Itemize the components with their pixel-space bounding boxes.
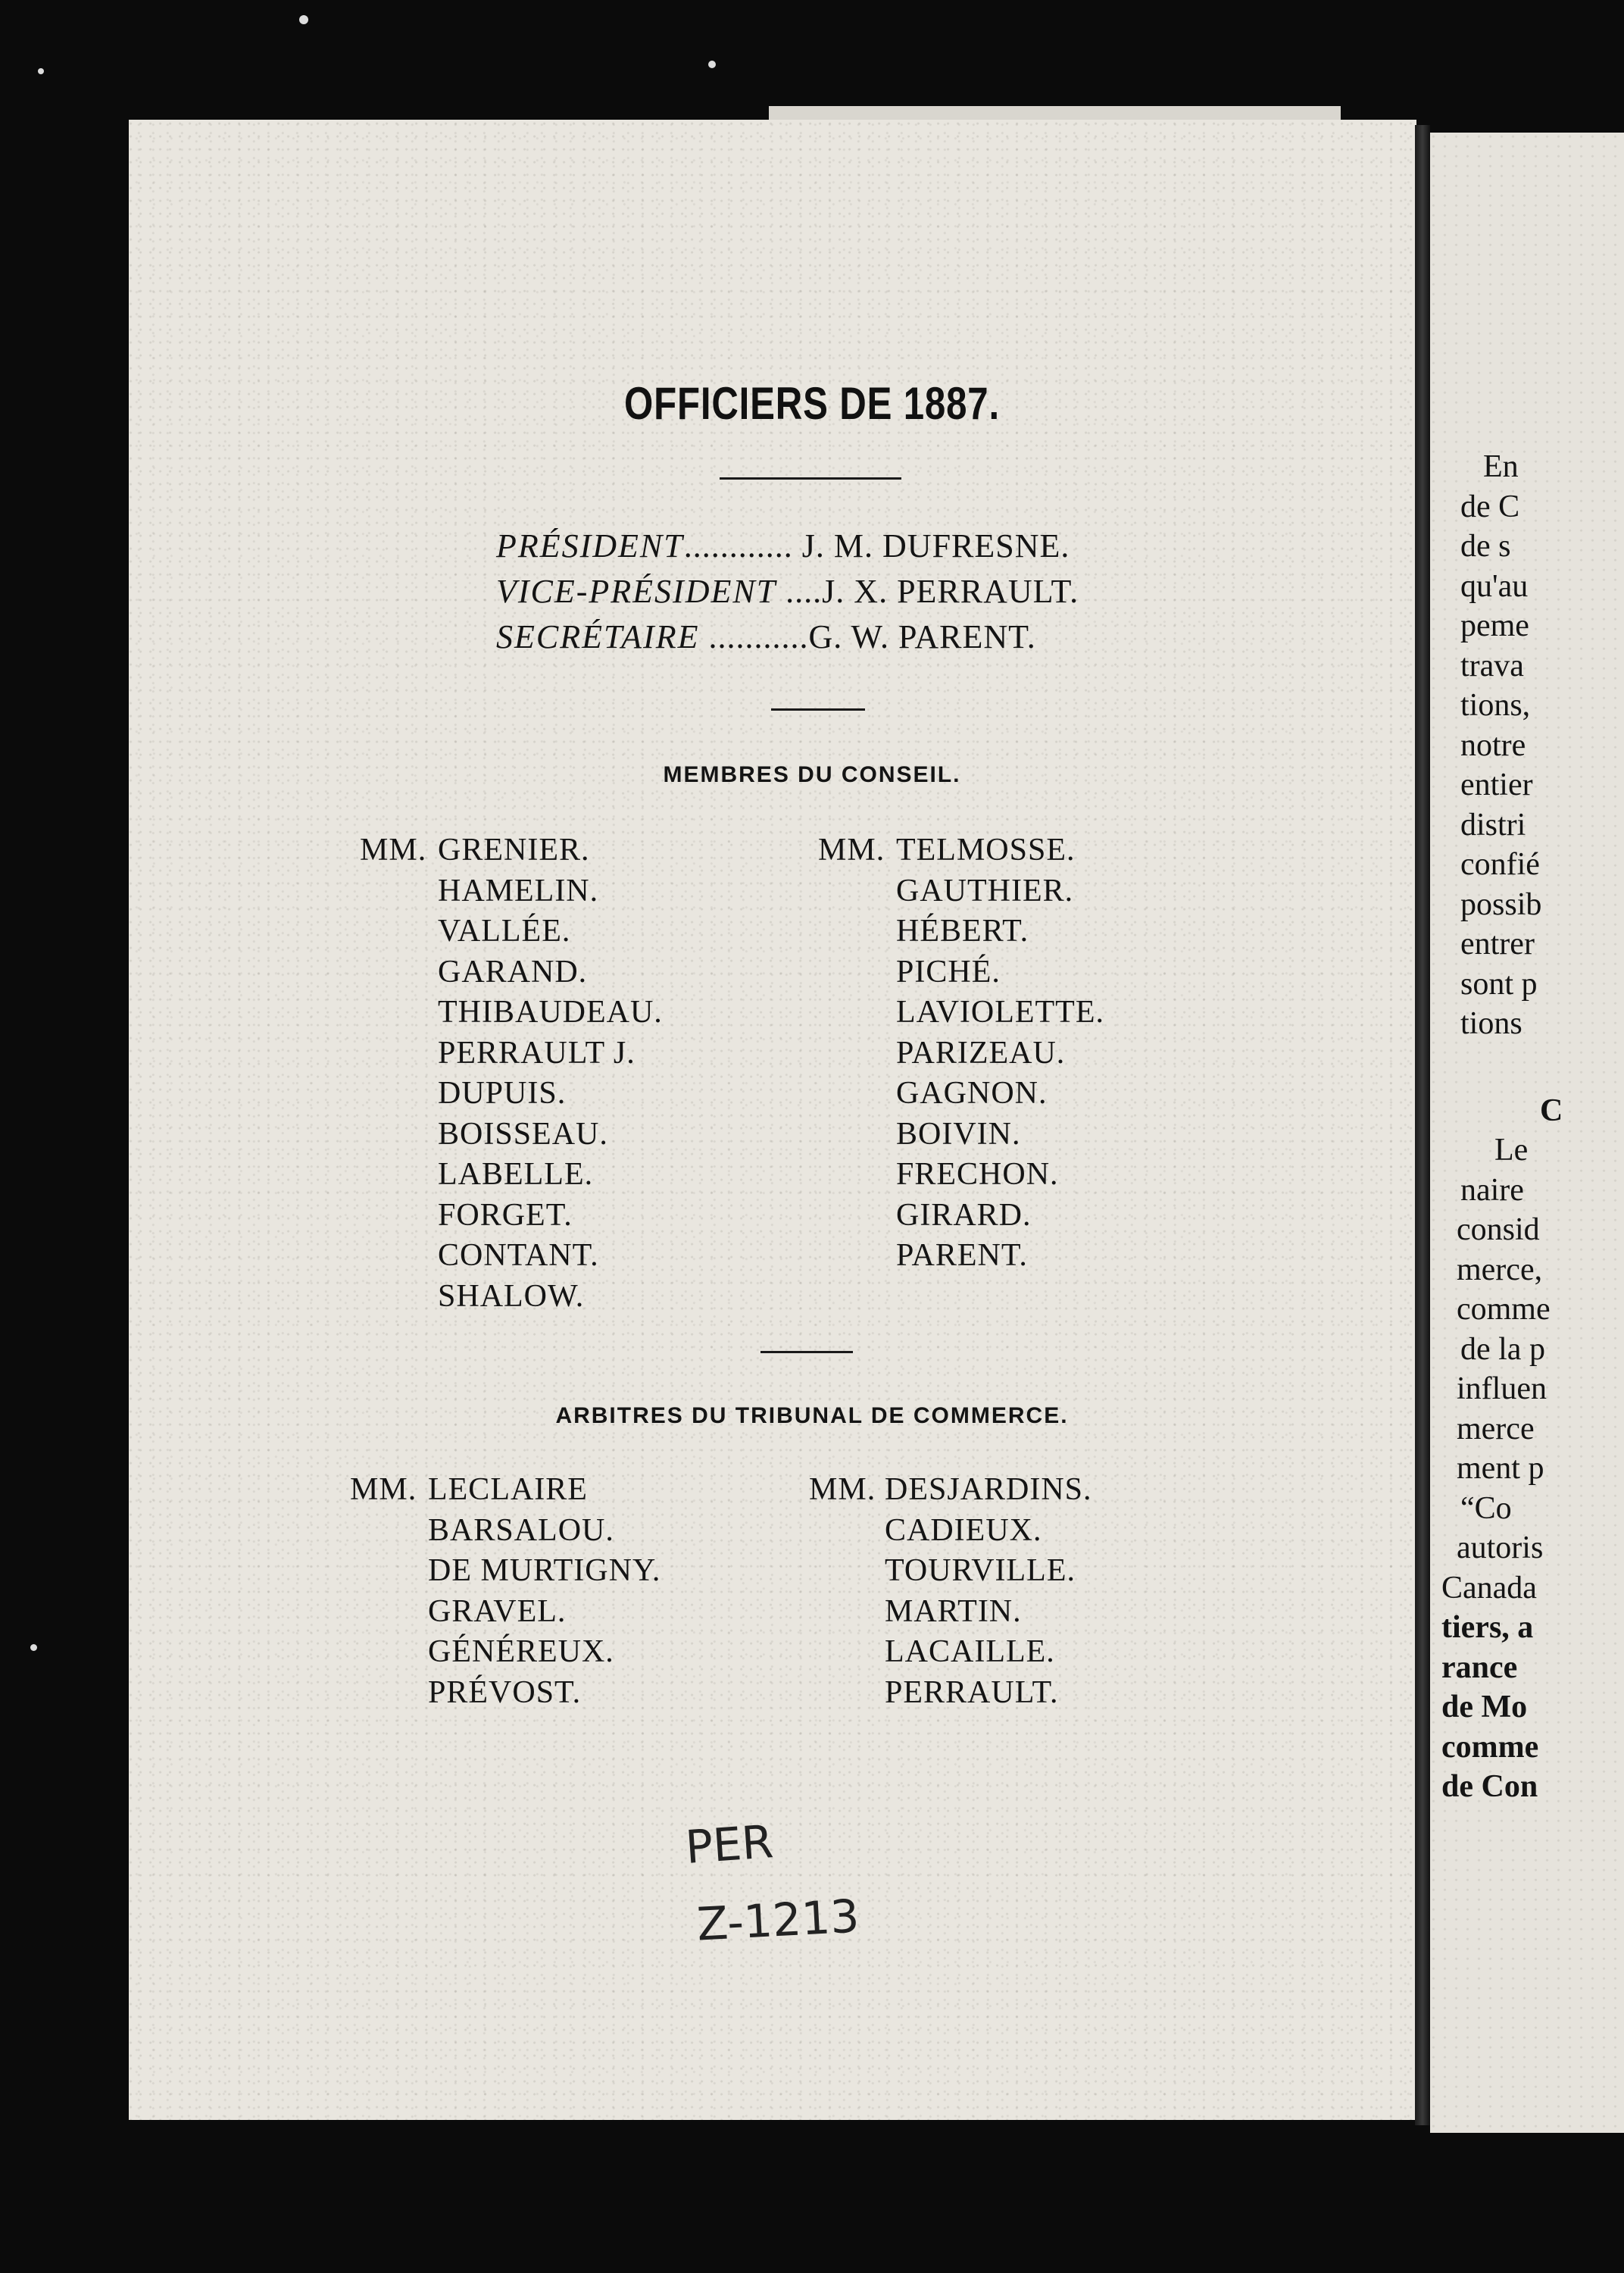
right-page-text-fragment: influen: [1457, 1371, 1547, 1406]
member-name: PARENT.: [896, 1238, 1028, 1273]
right-page-text-fragment: “Co: [1460, 1491, 1512, 1526]
member-name: CONTANT.: [438, 1238, 599, 1273]
member-name: DESJARDINS.: [885, 1472, 1092, 1507]
member-name: THIBAUDEAU.: [438, 995, 663, 1030]
member-name: BARSALOU.: [428, 1512, 614, 1548]
member-name: LECLAIRE: [428, 1472, 588, 1507]
member-name: GRENIER.: [438, 833, 590, 868]
officer-role: SECRÉTAIRE: [496, 618, 700, 655]
right-page-text-fragment: possib: [1460, 887, 1542, 922]
member-name: LABELLE.: [438, 1157, 594, 1192]
right-page-text-fragment: tiers, a: [1441, 1610, 1534, 1645]
right-page-text-fragment: de la p: [1460, 1332, 1545, 1367]
film-speck: [30, 1644, 37, 1651]
member-name: PICHÉ.: [896, 954, 1001, 990]
member-name: TOURVILLE.: [885, 1553, 1076, 1588]
right-page-text-fragment: Le: [1494, 1133, 1529, 1168]
officer-president: [496, 527, 1070, 565]
member-name: SHALOW.: [438, 1278, 585, 1314]
member-name: PERRAULT J.: [438, 1035, 636, 1071]
member-name: BOISSEAU.: [438, 1116, 608, 1152]
member-name: GRAVEL.: [428, 1593, 567, 1629]
officer-role: PRÉSIDENT: [496, 527, 684, 564]
member-name: HÉBERT.: [896, 914, 1029, 949]
mm-prefix: MM.: [360, 833, 427, 868]
member-name: DUPUIS.: [438, 1076, 567, 1111]
officer-name: J. X. PERRAULT.: [822, 573, 1079, 610]
member-name: VALLÉE.: [438, 914, 571, 949]
right-page-text-fragment: qu'au: [1460, 569, 1529, 604]
right-page-text-fragment: comme: [1441, 1730, 1539, 1765]
officer-secretary: [496, 617, 1036, 656]
member-name: BOIVIN.: [896, 1116, 1021, 1152]
handwritten-annotation-line2: Z-1213: [695, 1890, 861, 1952]
member-name: GIRARD.: [896, 1197, 1032, 1233]
member-name: CADIEUX.: [885, 1512, 1042, 1548]
page-title: OFFICIERS DE 1887.: [624, 378, 1000, 429]
right-page-text-fragment: consid: [1457, 1212, 1540, 1247]
officers-rule: [771, 708, 865, 711]
film-speck: [38, 68, 44, 74]
right-page-text-fragment: de Con: [1441, 1769, 1538, 1804]
right-page-text-fragment: notre: [1460, 728, 1526, 763]
officer-name: G. W. PARENT.: [808, 618, 1036, 655]
member-name: PERRAULT.: [885, 1674, 1059, 1710]
officer-dots: ....: [776, 573, 823, 610]
right-page-text-fragment: Canada: [1441, 1571, 1537, 1605]
member-name: HAMELIN.: [438, 873, 599, 908]
tribunal-heading: ARBITRES DU TRIBUNAL DE COMMERCE.: [555, 1403, 1069, 1428]
member-name: LAVIOLETTE.: [896, 995, 1104, 1030]
officer-dots: ............: [683, 527, 793, 564]
mm-prefix: MM.: [350, 1472, 417, 1507]
member-name: GAUTHIER.: [896, 873, 1074, 908]
right-page-text-fragment: autoris: [1457, 1530, 1544, 1565]
officer-vice-president: [496, 572, 1079, 611]
member-name: LACAILLE.: [885, 1634, 1055, 1669]
mm-prefix: MM.: [809, 1472, 876, 1507]
right-page-text-fragment: entier: [1460, 768, 1533, 802]
right-page-text-fragment: distri: [1460, 808, 1526, 843]
council-rule: [760, 1351, 853, 1353]
film-speck: [708, 61, 716, 68]
member-name: GÉNÉREUX.: [428, 1634, 614, 1669]
right-page-text-fragment: tions: [1460, 1006, 1522, 1041]
member-name: TELMOSSE.: [896, 833, 1076, 868]
film-speck: [299, 15, 308, 24]
member-name: PRÉVOST.: [428, 1674, 582, 1710]
officer-role: VICE-PRÉSIDENT: [496, 573, 777, 610]
right-page-text-fragment: ment p: [1457, 1451, 1544, 1486]
member-name: FRECHON.: [896, 1157, 1059, 1192]
right-page-text-fragment: En: [1483, 449, 1519, 484]
right-page-text-fragment: comme: [1457, 1292, 1551, 1327]
handwritten-annotation-line1: PER: [683, 1815, 776, 1874]
right-page-text-fragment: rance: [1441, 1650, 1518, 1685]
member-name: GARAND.: [438, 954, 588, 990]
title-rule: [720, 477, 901, 480]
member-name: PARIZEAU.: [896, 1035, 1066, 1071]
member-name: DE MURTIGNY.: [428, 1553, 661, 1588]
right-page-text-fragment: C: [1540, 1093, 1563, 1128]
officer-name: J. M. DUFRESNE.: [801, 527, 1070, 564]
member-name: MARTIN.: [885, 1593, 1022, 1629]
right-page-text-fragment: trava: [1460, 649, 1524, 683]
right-page-text-fragment: naire: [1460, 1173, 1524, 1208]
right-page-text-fragment: sont p: [1460, 967, 1538, 1002]
member-name: FORGET.: [438, 1197, 573, 1233]
member-name: GAGNON.: [896, 1076, 1048, 1111]
right-page-text-fragment: peme: [1460, 608, 1529, 643]
right-page-text-fragment: de C: [1460, 489, 1520, 524]
council-heading: MEMBRES DU CONSEIL.: [663, 762, 961, 787]
right-page-text-fragment: entrer: [1460, 927, 1535, 961]
right-page-text-fragment: merce,: [1457, 1252, 1543, 1287]
right-page-text-fragment: tions,: [1460, 688, 1531, 723]
right-page-text-fragment: de s: [1460, 529, 1511, 564]
right-page-text-fragment: de Mo: [1441, 1690, 1528, 1724]
mm-prefix: MM.: [818, 833, 885, 868]
officer-dots: ...........: [699, 618, 809, 655]
right-page-text-fragment: confié: [1460, 847, 1540, 882]
right-page: [1430, 133, 1624, 2133]
right-page-text-fragment: merce: [1457, 1412, 1535, 1446]
